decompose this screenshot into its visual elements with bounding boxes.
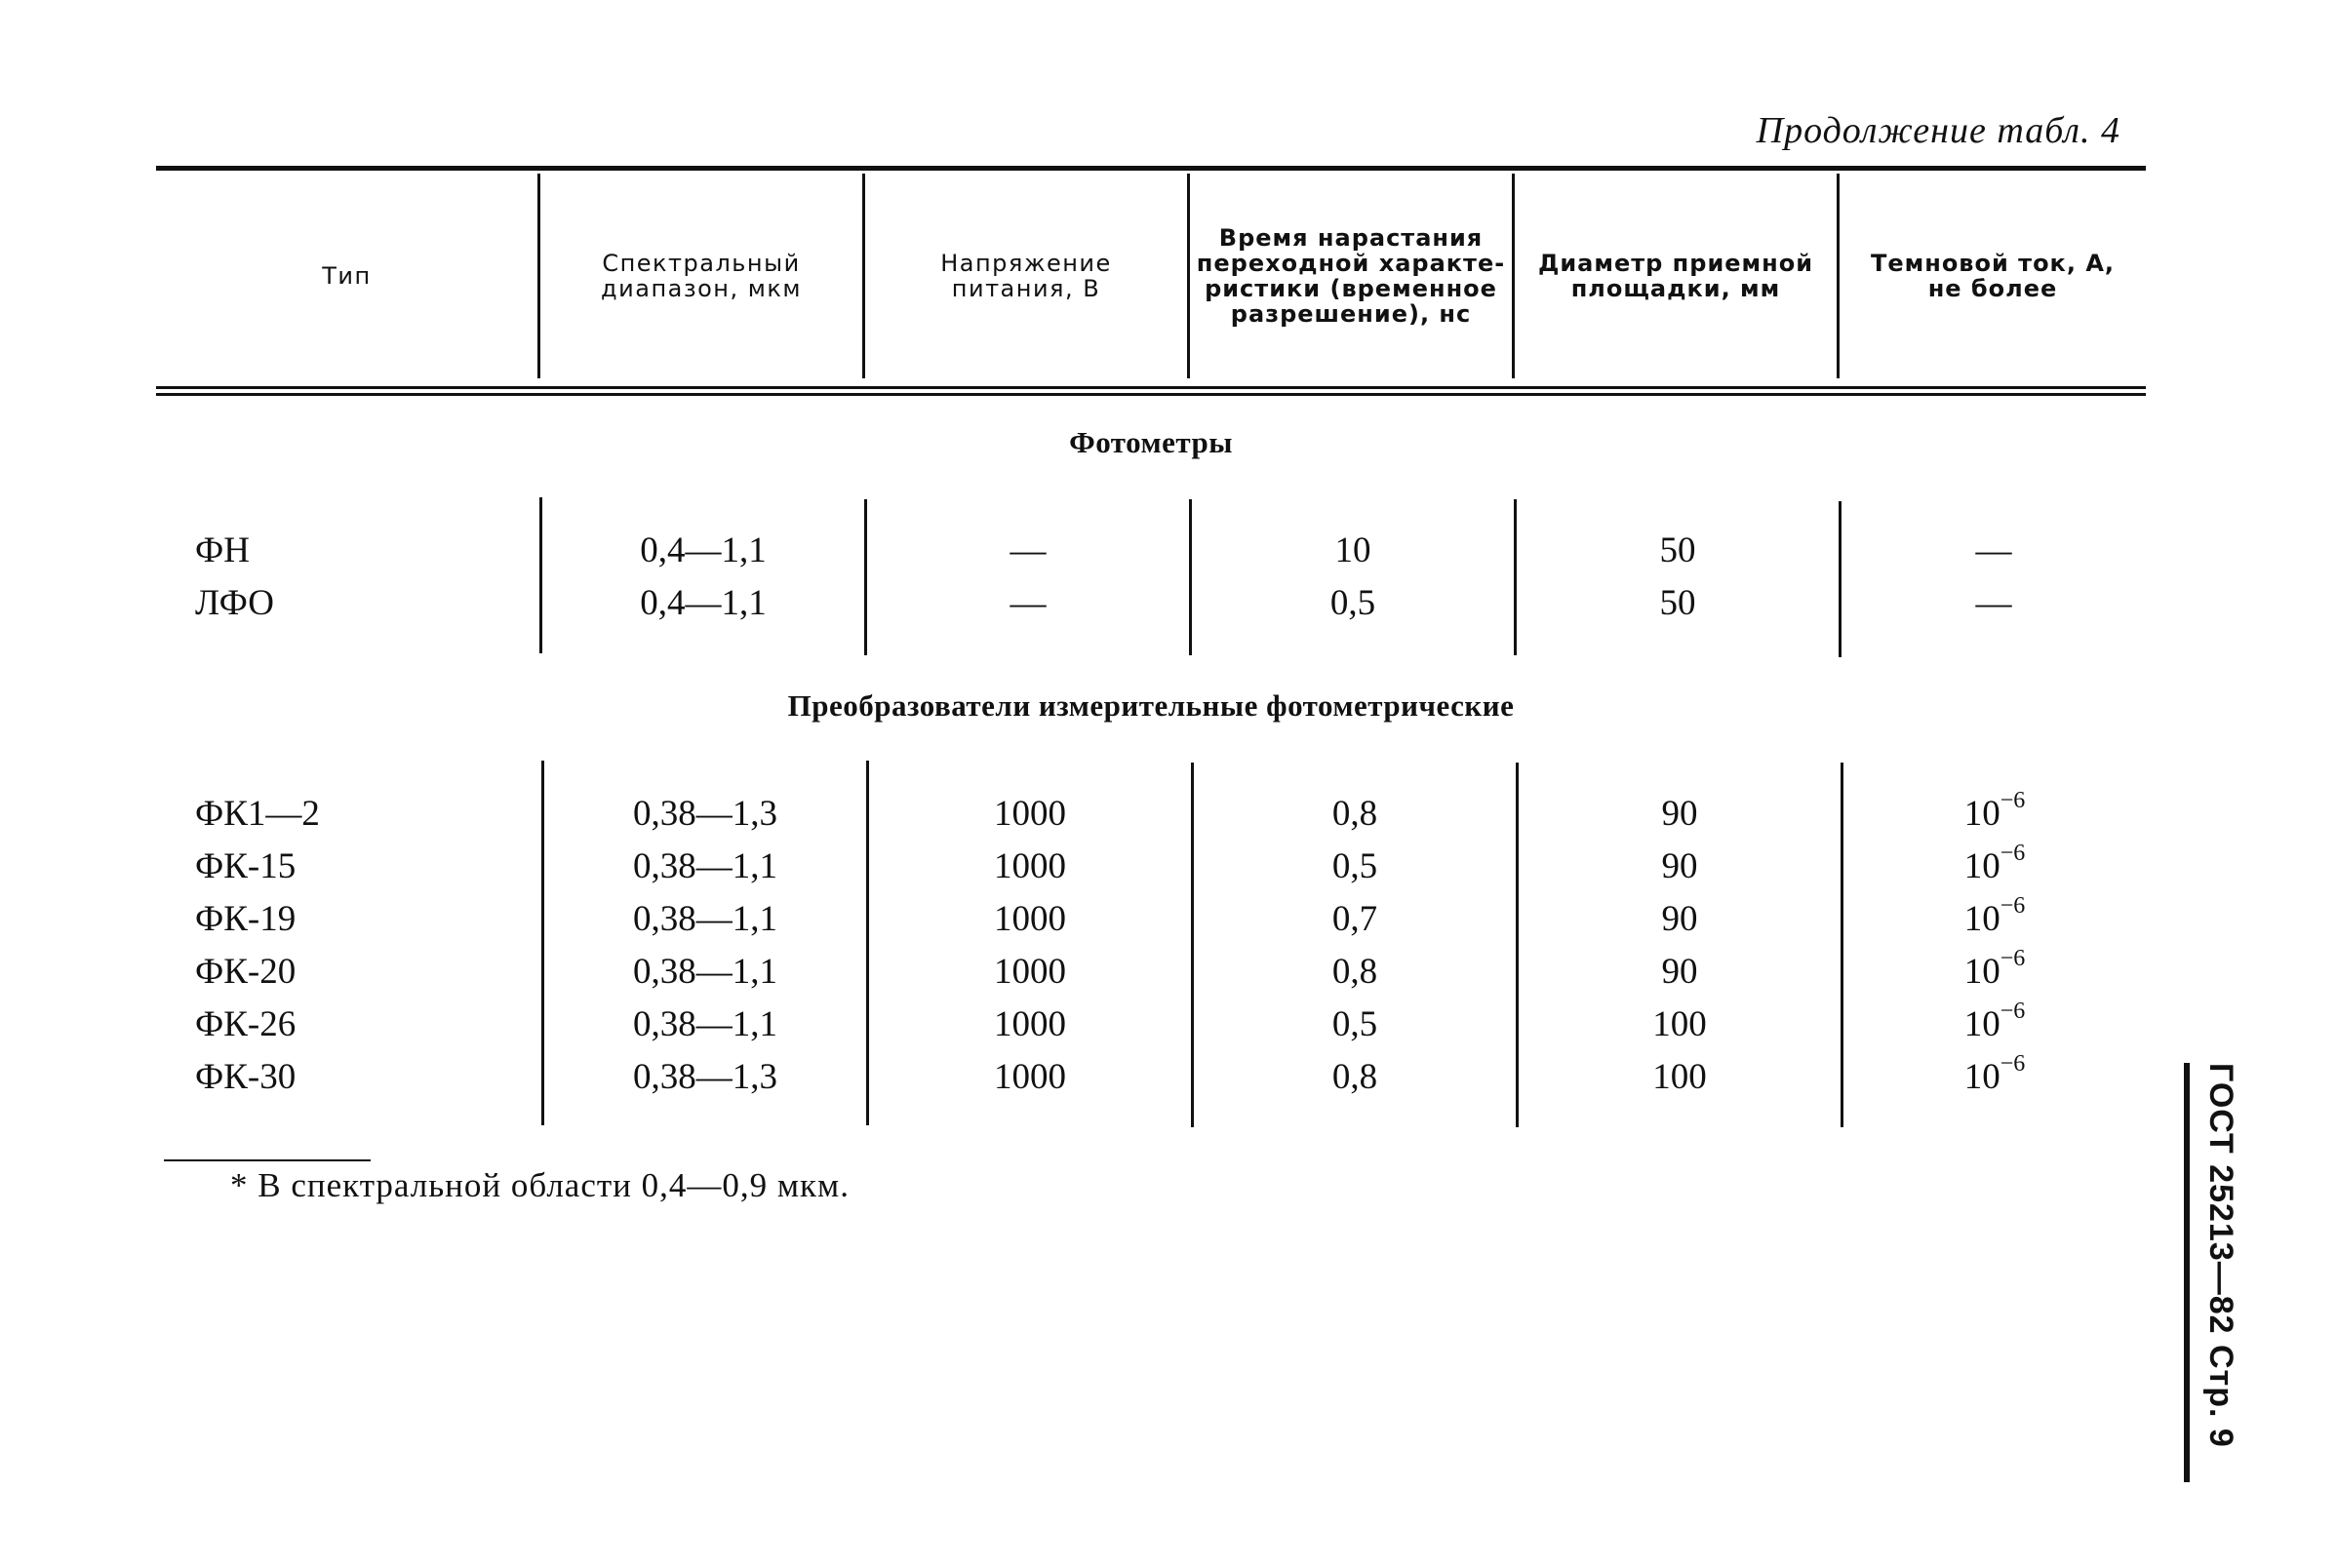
header-spectral-range: Спектральный диапазон, мкм <box>601 250 802 302</box>
cell-diameter: 100 <box>1652 1004 1707 1044</box>
cell-spectral-range: 0,38—1,1 <box>633 1004 777 1044</box>
cell-diameter: 50 <box>1659 583 1696 623</box>
cell-supply-voltage: 1000 <box>994 846 1066 886</box>
cell-supply-voltage: — <box>1010 530 1047 570</box>
cell-spectral-range: 0,38—1,3 <box>633 1057 777 1097</box>
header-rise-time: Время нарастания переходной характе- ристики (временное разрешение), нс <box>1196 224 1506 328</box>
header-dark-current: Темновой ток, А, не более <box>1870 250 2116 302</box>
cell-supply-voltage: 1000 <box>994 952 1066 992</box>
cell-rise-time: 0,8 <box>1331 794 1378 834</box>
header-type: Тип <box>322 262 372 290</box>
cell-dark-current: $10^{-6}$ <box>1963 1051 2026 1097</box>
cell-diameter: 50 <box>1659 530 1696 570</box>
header-diameter: Диаметр приемной площадки, мм <box>1537 250 1814 302</box>
table-top-rule <box>156 166 2146 171</box>
cell-dark-current: $10^{-6}$ <box>1963 999 2026 1044</box>
cell-type: ФН <box>195 530 250 570</box>
cell-rise-time: 0,7 <box>1331 899 1378 939</box>
cell-supply-voltage: 1000 <box>994 899 1066 939</box>
header-bottom-rule <box>156 386 2146 389</box>
cell-rise-time: 0,5 <box>1331 846 1378 886</box>
cell-supply-voltage: 1000 <box>994 1057 1066 1097</box>
table-continuation-caption: Продолжение табл. 4 <box>1756 110 2120 151</box>
cell-type: ФК1—2 <box>195 794 320 834</box>
cell-dark-current: $10^{-6}$ <box>1963 841 2026 886</box>
header-supply-voltage: Напряжение питания, В <box>940 250 1112 302</box>
cell-dark-current: $10^{-6}$ <box>1963 946 2026 992</box>
cell-rise-time: 0,5 <box>1329 583 1376 623</box>
cell-spectral-range: 0,38—1,1 <box>633 899 777 939</box>
cell-type: ЛФО <box>195 583 275 623</box>
cell-type: ФК-15 <box>195 846 297 886</box>
cell-rise-time: 0,8 <box>1331 952 1378 992</box>
cell-spectral-range: 0,38—1,1 <box>633 952 777 992</box>
cell-type: ФК-19 <box>195 899 297 939</box>
cell-type: ФК-20 <box>195 952 297 992</box>
footnote: * В спектральной области 0,4—0,9 мкм. <box>230 1166 850 1204</box>
side-label-bar <box>2184 1063 2190 1482</box>
cell-dark-current: $10^{-6}$ <box>1963 788 2026 834</box>
cell-spectral-range: 0,38—1,1 <box>633 846 777 886</box>
cell-type: ФК-30 <box>195 1057 297 1097</box>
cell-dark-current: $10^{-6}$ <box>1963 893 2026 939</box>
header-bottom-rule-2 <box>156 393 2146 396</box>
cell-diameter: 90 <box>1661 794 1698 834</box>
cell-supply-voltage: 1000 <box>994 794 1066 834</box>
side-label-text: ГОСТ 25213—82 Стр. 9 <box>2202 1063 2239 1448</box>
cell-diameter: 100 <box>1652 1057 1707 1097</box>
cell-spectral-range: 0,38—1,3 <box>633 794 777 834</box>
cell-diameter: 90 <box>1661 846 1698 886</box>
cell-rise-time: 0,8 <box>1331 1057 1378 1097</box>
section-title-converters: Преобразователи измерительные фотометрические <box>787 688 1515 723</box>
cell-spectral-range: 0,4—1,1 <box>640 583 767 623</box>
cell-supply-voltage: 1000 <box>994 1004 1066 1044</box>
side-page-label <box>2170 1063 2268 1482</box>
cell-dark-current: — <box>1975 530 2012 570</box>
cell-diameter: 90 <box>1661 952 1698 992</box>
cell-supply-voltage: — <box>1010 583 1047 623</box>
cell-rise-time: 10 <box>1334 530 1371 570</box>
cell-diameter: 90 <box>1661 899 1698 939</box>
cell-type: ФК-26 <box>195 1004 297 1044</box>
section-title-photometers: Фотометры <box>1069 425 1233 459</box>
cell-dark-current: — <box>1975 583 2012 623</box>
footnote-rule <box>164 1159 371 1161</box>
cell-rise-time: 0,5 <box>1331 1004 1378 1044</box>
cell-spectral-range: 0,4—1,1 <box>640 530 767 570</box>
